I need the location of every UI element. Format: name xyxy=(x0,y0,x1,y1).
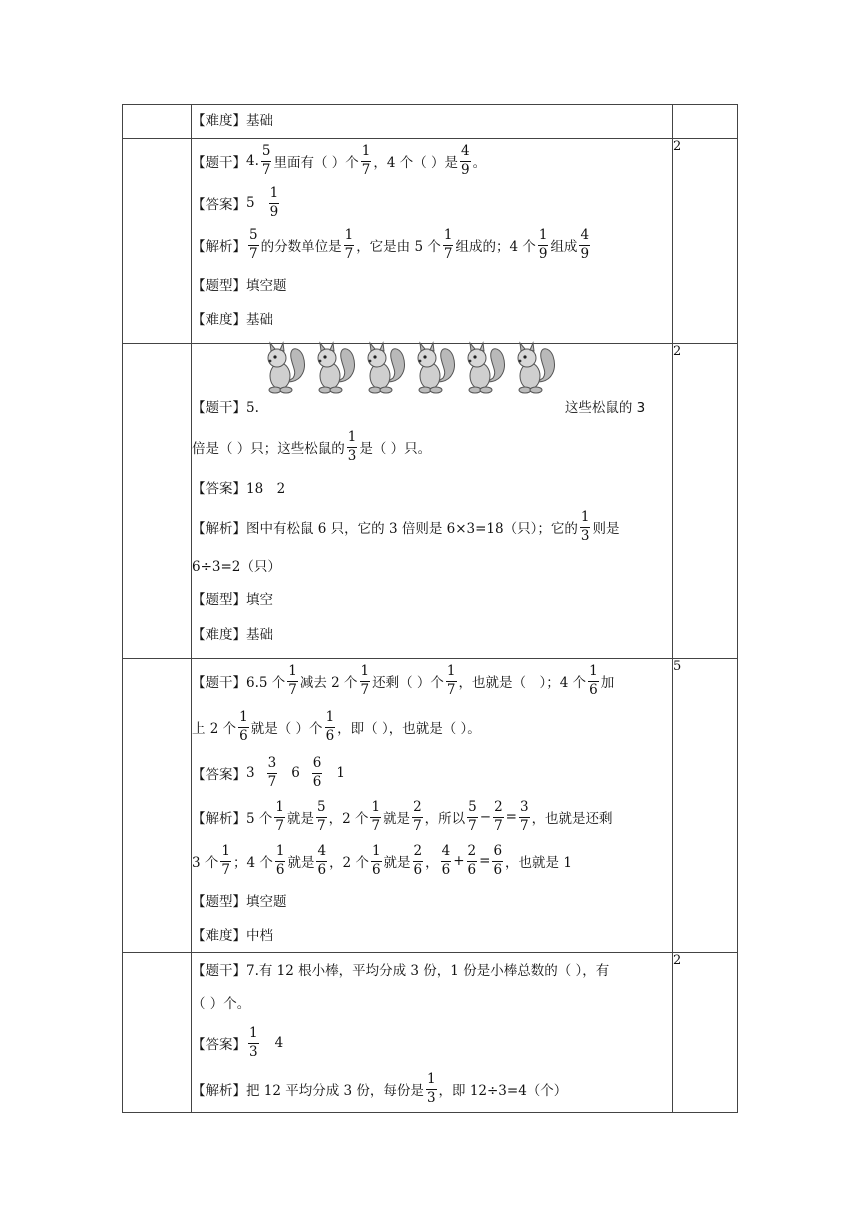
difficulty-value: 基础 xyxy=(246,113,273,129)
analysis-text: 就是 xyxy=(383,855,411,871)
fraction: $\frac{1}{7}$ xyxy=(443,227,453,262)
stem-text: 这些松鼠的 3 xyxy=(564,400,646,416)
fraction: $\frac{1}{9}$ xyxy=(538,227,548,262)
row-number-cell xyxy=(123,344,192,659)
stem-text: 是（ ）只。 xyxy=(359,441,432,457)
analysis-text: 就是 xyxy=(383,811,411,827)
difficulty-label: 【难度】 xyxy=(192,312,246,328)
analysis-text: 就是 xyxy=(286,811,314,827)
answer-text: 1 xyxy=(336,765,345,781)
fraction: $\frac{3}{7}$ xyxy=(519,799,529,834)
fraction: $\frac{4}{9}$ xyxy=(461,143,470,178)
analysis-text: ；4 个 xyxy=(232,855,273,871)
fraction: $\frac{1}{9}$ xyxy=(269,185,279,220)
fraction: $\frac{6}{6}$ xyxy=(493,843,503,878)
stem-text: 。 xyxy=(472,155,487,171)
stem-text: 上 2 个 xyxy=(192,721,237,737)
fraction: $\frac{3}{7}$ xyxy=(267,755,277,790)
squirrel-icon xyxy=(413,338,459,396)
fraction: $\frac{1}{7}$ xyxy=(371,799,381,834)
table-row xyxy=(123,953,738,1113)
answer-text: 6 xyxy=(291,765,300,781)
content-cell xyxy=(192,105,673,139)
stem-text: 5. xyxy=(246,400,259,416)
fraction: $\frac{5}{7}$ xyxy=(468,799,477,834)
fraction: $\frac{1}{7}$ xyxy=(221,843,230,878)
stem-text: 7.有 12 根小棒，平均分成 3 份，1 份是小棒总数的（ ），有 xyxy=(246,963,610,979)
fraction: $\frac{1}{6}$ xyxy=(239,709,248,744)
stem-label: 【题干】 xyxy=(192,963,246,979)
analysis-text: ，所以 xyxy=(424,811,466,827)
stem-text: 减去 2 个 xyxy=(299,675,358,691)
type-label: 【题型】 xyxy=(192,592,246,608)
score-cell xyxy=(673,139,738,344)
analysis-text: 组成 xyxy=(550,239,578,255)
answer-label: 【答案】 xyxy=(192,481,246,497)
content-cell xyxy=(192,139,673,344)
stem-text: （ ）个。 xyxy=(192,996,251,1012)
row-number-cell xyxy=(123,953,192,1113)
stem-text: ，即（ ），也就是（ ）。 xyxy=(337,721,481,737)
squirrel-icon xyxy=(463,338,509,396)
analysis-text: 3 个 xyxy=(192,855,219,871)
stem-text: 还剩（ ）个 xyxy=(372,675,444,691)
stem-text: 倍是（ ）只；这些松鼠的 xyxy=(192,441,345,457)
analysis-label: 【解析】 xyxy=(192,521,246,537)
analysis-text: ，也就是还剩 xyxy=(531,811,613,827)
row-number-cell xyxy=(123,139,192,344)
answer-text: 4 xyxy=(274,1035,284,1051)
stem-text: 里面有（ ）个 xyxy=(273,155,359,171)
fraction: $\frac{1}{6}$ xyxy=(275,843,285,878)
analysis-text: ，2 个 xyxy=(328,811,369,827)
fraction: $\frac{1}{7}$ xyxy=(288,663,297,698)
content-cell xyxy=(192,659,673,953)
fraction: $\frac{1}{6}$ xyxy=(589,663,598,698)
type-value: 填空题 xyxy=(246,278,287,294)
table-row xyxy=(123,344,738,659)
score-value: 2 xyxy=(673,139,682,154)
difficulty-value: 基础 xyxy=(246,627,273,643)
fraction: $\frac{1}{7}$ xyxy=(361,143,371,178)
squirrel-icon xyxy=(513,338,559,396)
content-cell xyxy=(192,953,673,1113)
analysis-text: ，也就是 1 xyxy=(505,855,572,871)
stem-text: 6.5 个 xyxy=(246,675,286,691)
type-label: 【题型】 xyxy=(192,278,246,294)
fraction: $\frac{5}{7}$ xyxy=(316,799,326,834)
analysis-text: 组成的；4 个 xyxy=(455,239,536,255)
fraction: $\frac{2}{6}$ xyxy=(467,843,477,878)
difficulty-label: 【难度】 xyxy=(192,113,246,129)
analysis-label: 【解析】 xyxy=(192,239,246,255)
analysis-text: 把 12 平均分成 3 份，每份是 xyxy=(246,1083,424,1099)
answer-text: 5 xyxy=(246,195,255,211)
difficulty-value: 中档 xyxy=(246,928,273,944)
fraction: $\frac{1}{3}$ xyxy=(580,509,590,544)
stem-label: 【题干】 xyxy=(192,155,246,171)
answer-text: 3 xyxy=(246,765,255,781)
fraction: $\frac{2}{7}$ xyxy=(413,799,422,834)
stem-text: 就是（ ）个 xyxy=(250,721,323,737)
fraction: $\frac{1}{7}$ xyxy=(446,663,456,698)
table-row xyxy=(123,105,738,139)
type-value: 填空 xyxy=(246,592,273,608)
fraction: $\frac{1}{7}$ xyxy=(344,227,354,262)
type-value: 填空题 xyxy=(246,894,287,910)
analysis-label: 【解析】 xyxy=(192,811,246,827)
minus-sign: − xyxy=(479,809,492,825)
question-table xyxy=(122,104,738,1113)
squirrel-icon xyxy=(313,338,359,396)
fraction: $\frac{1}{6}$ xyxy=(371,843,381,878)
squirrel-icon xyxy=(363,338,409,396)
fraction: $\frac{2}{7}$ xyxy=(494,799,503,834)
row-number-cell xyxy=(123,659,192,953)
plus-sign: + xyxy=(453,853,465,869)
row-number-cell xyxy=(123,105,192,139)
fraction: $\frac{6}{6}$ xyxy=(312,755,322,790)
stem-text: 4. xyxy=(246,153,259,169)
squirrel-picture xyxy=(263,338,559,396)
fraction: $\frac{1}{3}$ xyxy=(249,1025,258,1060)
fraction: $\frac{4}{6}$ xyxy=(441,843,451,878)
fraction: $\frac{5}{7}$ xyxy=(261,143,271,178)
score-cell xyxy=(673,344,738,659)
stem-text: ，4 个（ ）是 xyxy=(373,155,459,171)
stem-text: ，也就是（ ）；4 个 xyxy=(458,675,587,691)
table-row xyxy=(123,139,738,344)
score-value: 2 xyxy=(673,953,682,968)
score-cell xyxy=(673,659,738,953)
analysis-text: 则是 xyxy=(592,521,620,537)
analysis-text: 图中有松鼠 6 只，它的 3 倍则是 6×3=18（只）；它的 xyxy=(246,521,578,537)
analysis-text: 的分数单位是 xyxy=(260,239,342,255)
stem-label: 【题干】 xyxy=(192,400,246,416)
answer-label: 【答案】 xyxy=(192,1037,246,1053)
analysis-label: 【解析】 xyxy=(192,1083,246,1099)
score-value: 2 xyxy=(673,344,682,359)
fraction: $\frac{1}{3}$ xyxy=(347,429,357,464)
fraction: $\frac{1}{3}$ xyxy=(426,1071,436,1106)
answer-label: 【答案】 xyxy=(192,197,246,213)
stem-label: 【题干】 xyxy=(192,675,246,691)
fraction: $\frac{1}{6}$ xyxy=(325,709,335,744)
score-value: 5 xyxy=(673,659,682,674)
difficulty-label: 【难度】 xyxy=(192,928,246,944)
fraction: $\frac{1}{7}$ xyxy=(275,799,284,834)
fraction: $\frac{2}{6}$ xyxy=(413,843,423,878)
score-cell xyxy=(673,953,738,1113)
analysis-text: 5 个 xyxy=(246,811,273,827)
equals-sign: = xyxy=(479,853,491,869)
answer-label: 【答案】 xyxy=(192,767,246,783)
fraction: $\frac{4}{9}$ xyxy=(580,227,590,262)
fraction: $\frac{1}{7}$ xyxy=(360,663,370,698)
analysis-text: ，2 个 xyxy=(329,855,369,871)
analysis-text: ，即 12÷3=4（个） xyxy=(438,1083,568,1099)
content-cell xyxy=(192,344,673,659)
fraction: $\frac{5}{7}$ xyxy=(249,227,258,262)
stem-text: 加 xyxy=(600,675,615,691)
type-label: 【题型】 xyxy=(192,894,246,910)
difficulty-label: 【难度】 xyxy=(192,627,246,643)
analysis-text: 就是 xyxy=(287,855,315,871)
squirrel-icon xyxy=(263,338,309,396)
difficulty-value: 基础 xyxy=(246,312,273,328)
analysis-text: ，它是由 5 个 xyxy=(356,239,441,255)
table-row xyxy=(123,659,738,953)
fraction: $\frac{4}{6}$ xyxy=(317,843,327,878)
analysis-text: ， xyxy=(425,855,439,871)
equals-sign: = xyxy=(505,809,517,825)
score-cell xyxy=(673,105,738,139)
answer-text: 18 2 xyxy=(246,481,286,497)
analysis-text: 6÷3=2（只） xyxy=(192,559,281,575)
